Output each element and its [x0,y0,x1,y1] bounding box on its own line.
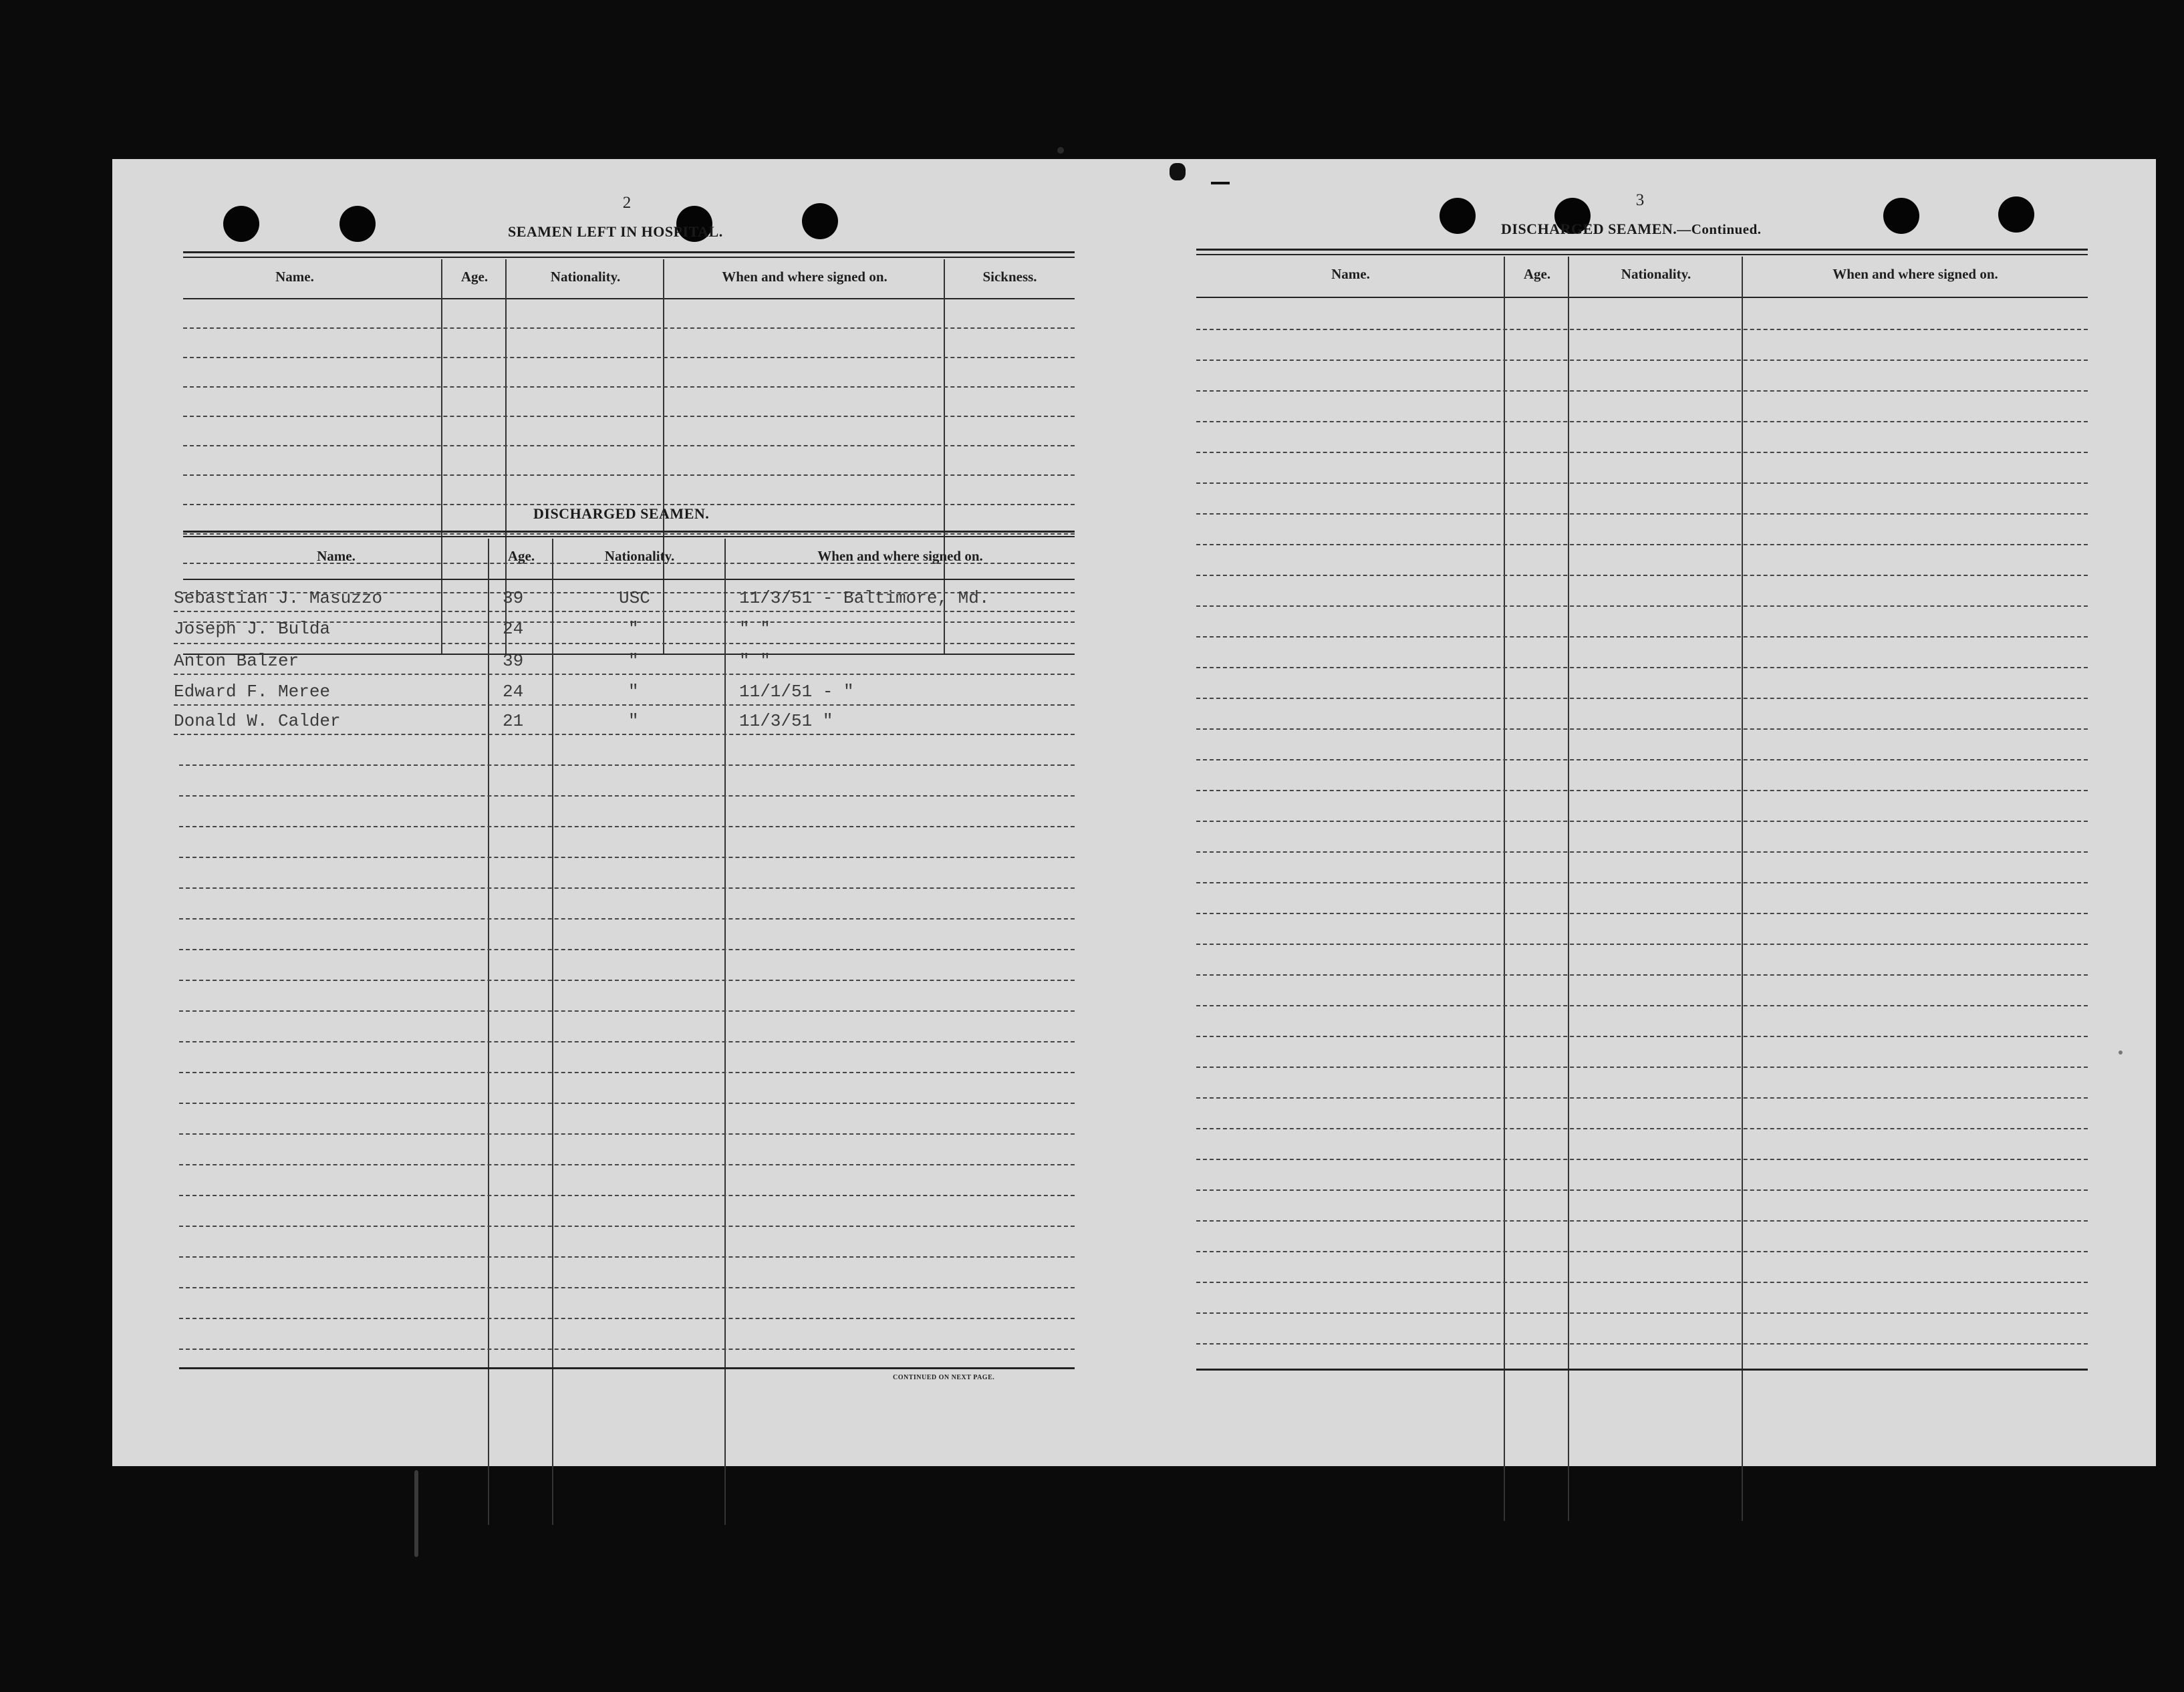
seaman-nationality: " [628,711,639,731]
header-underline [183,579,1075,580]
page-number: 2 [622,194,632,212]
table-bottom-rule [179,1367,1075,1369]
page-number: 3 [1635,191,1645,209]
seaman-name: Anton Balzer [174,651,299,671]
row-line [179,1133,1075,1135]
punch-hole [1883,198,1919,234]
table-top-rule [1196,249,2088,251]
row-line [1196,605,2088,607]
column-divider [552,539,553,1525]
column-divider [724,539,726,1525]
seaman-signed-on: 11/3/51 " [739,711,833,731]
seaman-age: 24 [503,619,524,639]
row-line [1196,882,2088,883]
row-line [183,416,1075,417]
dust-speck [2119,1050,2123,1054]
seaman-age: 39 [503,651,524,671]
row-line [1196,452,2088,453]
column-header-signed-on: When and where signed on. [722,269,888,285]
header-underline [183,298,1075,299]
column-header-nationality: Nationality. [1621,266,1691,282]
seaman-name: Edward F. Meree [174,682,331,702]
table-top-rule [183,536,1075,537]
row-line [183,327,1075,329]
seaman-nationality: " [628,619,639,639]
row-line [183,445,1075,446]
seaman-name: Joseph J. Bulda [174,619,331,639]
row-line [179,1072,1075,1073]
row-line [1196,1067,2088,1068]
column-header-nationality: Nationality. [550,269,621,285]
table-top-rule [183,251,1075,253]
seaman-nationality: " [628,651,639,671]
seaman-signed-on: " " [739,651,771,671]
column-header-sickness: Sickness. [982,269,1037,285]
hospital-section-title: SEAMEN LEFT IN HOSPITAL. [508,223,723,240]
dust-speck [1057,147,1064,154]
punch-hole [1998,196,2034,233]
seaman-nationality: USC [619,588,650,608]
row-line [1196,821,2088,822]
punch-hole [802,203,838,239]
row-line [1196,851,2088,853]
seaman-signed-on: 11/1/51 - " [739,682,854,702]
seaman-name: Donald W. Calder [174,711,341,731]
punch-hole [339,206,376,242]
column-divider [1568,257,1569,1521]
row-line [183,533,1075,535]
header-underline [1196,297,2088,298]
row-line [1196,1189,2088,1191]
row-line [179,949,1075,950]
row-line [179,1010,1075,1012]
row-line [1196,329,2088,330]
table-top-rule [1196,254,2088,255]
column-divider [441,259,442,654]
row-line [179,1349,1075,1350]
row-line [1196,1312,2088,1314]
column-divider [1504,257,1505,1521]
column-divider [488,539,489,1525]
row-line [1196,575,2088,576]
row-line [1196,698,2088,699]
row-line [174,674,1075,675]
row-line [179,1041,1075,1042]
column-header-age: Age. [1523,266,1551,282]
seaman-age: 39 [503,588,524,608]
table-top-rule [183,257,1075,258]
seaman-signed-on: 11/3/51 - Baltimore, Md. [739,588,990,608]
continued-note: CONTINUED ON NEXT PAGE. [893,1374,995,1381]
row-line [179,1318,1075,1319]
column-header-signed-on: When and where signed on. [817,548,983,564]
seaman-age: 24 [503,682,524,702]
row-line [1196,913,2088,914]
row-line [179,1195,1075,1196]
row-line [1196,1220,2088,1222]
row-line [174,643,1075,644]
row-line [179,1287,1075,1288]
row-line [1196,390,2088,392]
row-line [179,1226,1075,1227]
punch-hole [223,206,259,242]
row-line [1196,1097,2088,1099]
row-line [1196,1128,2088,1129]
left-page [112,159,1135,1466]
row-line [1196,1282,2088,1283]
row-line [183,386,1075,388]
column-header-name: Name. [317,548,356,564]
row-line [1196,759,2088,760]
column-header-nationality: Nationality. [604,548,675,564]
row-line [179,980,1075,981]
seaman-age: 21 [503,711,524,731]
column-header-name: Name. [275,269,314,285]
row-line [179,1164,1075,1165]
film-scratch [414,1470,418,1557]
row-line [179,887,1075,889]
row-line [1196,1343,2088,1345]
row-line [174,734,1075,735]
row-line [183,474,1075,476]
column-header-name: Name. [1331,266,1370,282]
column-header-age: Age. [460,269,489,285]
row-line [174,611,1075,612]
row-line [1196,790,2088,791]
row-line [183,357,1075,358]
row-line [1196,544,2088,545]
row-line [1196,421,2088,422]
row-line [1196,1251,2088,1252]
seaman-nationality: " [628,682,639,702]
row-line [179,1256,1075,1258]
row-line [1196,636,2088,638]
row-line [1196,944,2088,945]
column-divider [1742,257,1743,1521]
row-line [1196,667,2088,668]
row-line [1196,728,2088,730]
row-line [1196,974,2088,976]
seaman-signed-on: " " [739,619,771,639]
row-line [1196,1005,2088,1006]
discharged-continued-title: DISCHARGED SEAMEN.—Continued. [1501,221,1762,237]
punch-hole [1440,198,1476,234]
table-top-rule [183,531,1075,533]
column-divider [663,259,664,654]
column-header-age: Age. [507,548,535,564]
right-page [1129,159,2156,1466]
row-line [179,764,1075,766]
row-line [1196,513,2088,515]
row-line [1196,482,2088,484]
table-bottom-rule [1196,1369,2088,1371]
row-line [179,1103,1075,1104]
row-line [179,795,1075,797]
seaman-name: Sebastian J. Masuzzo [174,588,383,608]
row-line [1196,1159,2088,1160]
row-line [179,918,1075,920]
row-line [179,826,1075,827]
ink-mark [1170,163,1186,180]
ink-mark [1211,182,1230,184]
row-line [1196,360,2088,361]
row-line [179,857,1075,858]
row-line [174,704,1075,706]
discharged-section-title: DISCHARGED SEAMEN. [533,505,710,522]
column-header-signed-on: When and where signed on. [1832,266,1998,282]
row-line [1196,1036,2088,1037]
